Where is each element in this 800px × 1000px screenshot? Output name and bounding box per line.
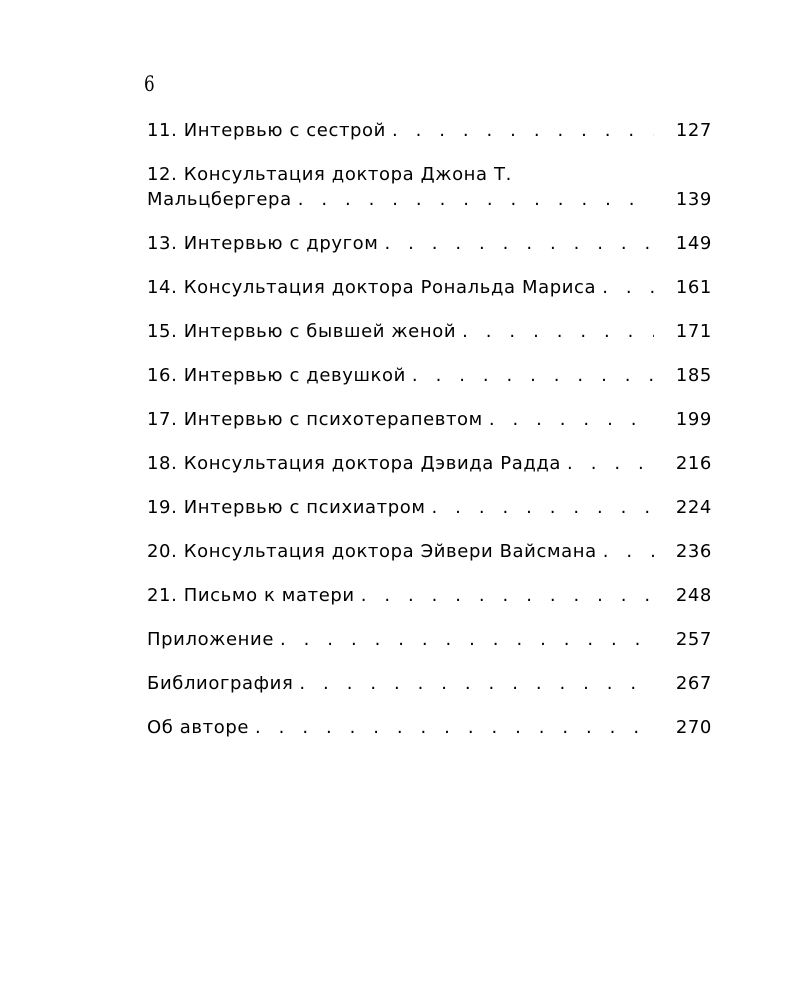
toc-entry-page: 267	[675, 673, 712, 694]
toc-entry[interactable]	[147, 539, 712, 564]
dot-leader	[361, 583, 654, 608]
page-number: 6	[144, 72, 155, 96]
toc-entry-page: 171	[675, 321, 712, 342]
dot-leader	[567, 451, 654, 476]
toc-entry-title-continued: Мальцбергера	[147, 189, 292, 210]
toc-entry-title: 19. Интервью с психиатром	[147, 497, 426, 518]
toc-entry[interactable]	[147, 583, 712, 608]
toc-entry-title: 15. Интервью с бывшей женой	[147, 321, 457, 342]
dot-leader	[298, 187, 654, 212]
table-of-contents	[147, 118, 712, 740]
toc-entry-title: 14. Консультация доктора Рональда Мариса	[147, 277, 597, 298]
toc-entry-title: 18. Консультация доктора Дэвида Радда	[147, 453, 562, 474]
dot-leader	[255, 715, 654, 740]
dot-leader	[432, 495, 654, 520]
toc-entry[interactable]	[147, 231, 712, 256]
dot-leader	[602, 275, 654, 300]
dot-leader	[462, 319, 654, 344]
toc-entry-title: 21. Письмо к матери	[147, 585, 355, 606]
toc-entry-title: 12. Консультация доктора Джона Т.	[147, 164, 512, 185]
dot-leader	[299, 671, 654, 696]
toc-entry-page: 257	[675, 629, 712, 650]
toc-entry[interactable]	[147, 627, 712, 652]
toc-entry-page: 236	[675, 541, 712, 562]
dot-leader	[412, 363, 654, 388]
dot-leader	[280, 627, 654, 652]
toc-entry-page: 224	[675, 497, 712, 518]
toc-entry[interactable]	[147, 407, 712, 432]
toc-entry-title: 20. Консультация доктора Эйвери Вайсмана	[147, 541, 597, 562]
toc-entry[interactable]	[147, 162, 712, 212]
toc-entry-page: 139	[675, 189, 712, 210]
toc-entry-title: Приложение	[147, 629, 275, 650]
toc-entry-title: 11. Интервью с сестрой	[147, 120, 386, 141]
toc-entry[interactable]	[147, 715, 712, 740]
toc-entry-page: 185	[675, 365, 712, 386]
toc-entry-title: Библиография	[147, 673, 294, 694]
toc-entry-page: 248	[675, 585, 712, 606]
toc-entry-title: Об авторе	[147, 717, 250, 738]
toc-entry-page: 161	[675, 277, 712, 298]
toc-entry[interactable]	[147, 363, 712, 388]
toc-entry-title: 17. Интервью с психотерапевтом	[147, 409, 483, 430]
toc-entry-page: 270	[675, 717, 712, 738]
toc-entry[interactable]	[147, 275, 712, 300]
toc-entry-page: 216	[675, 453, 712, 474]
toc-entry[interactable]	[147, 319, 712, 344]
dot-leader	[489, 407, 654, 432]
dot-leader	[384, 231, 654, 256]
toc-entry[interactable]	[147, 671, 712, 696]
toc-entry-title: 16. Интервью с девушкой	[147, 365, 406, 386]
toc-entry[interactable]	[147, 118, 712, 143]
toc-entry-title: 13. Интервью с другом	[147, 233, 379, 254]
toc-entry-page: 199	[675, 409, 712, 430]
dot-leader	[603, 539, 654, 564]
toc-entry[interactable]	[147, 451, 712, 476]
toc-entry-page: 149	[675, 233, 712, 254]
toc-entry[interactable]	[147, 495, 712, 520]
toc-entry-page: 127	[675, 120, 712, 141]
dot-leader	[392, 118, 654, 143]
